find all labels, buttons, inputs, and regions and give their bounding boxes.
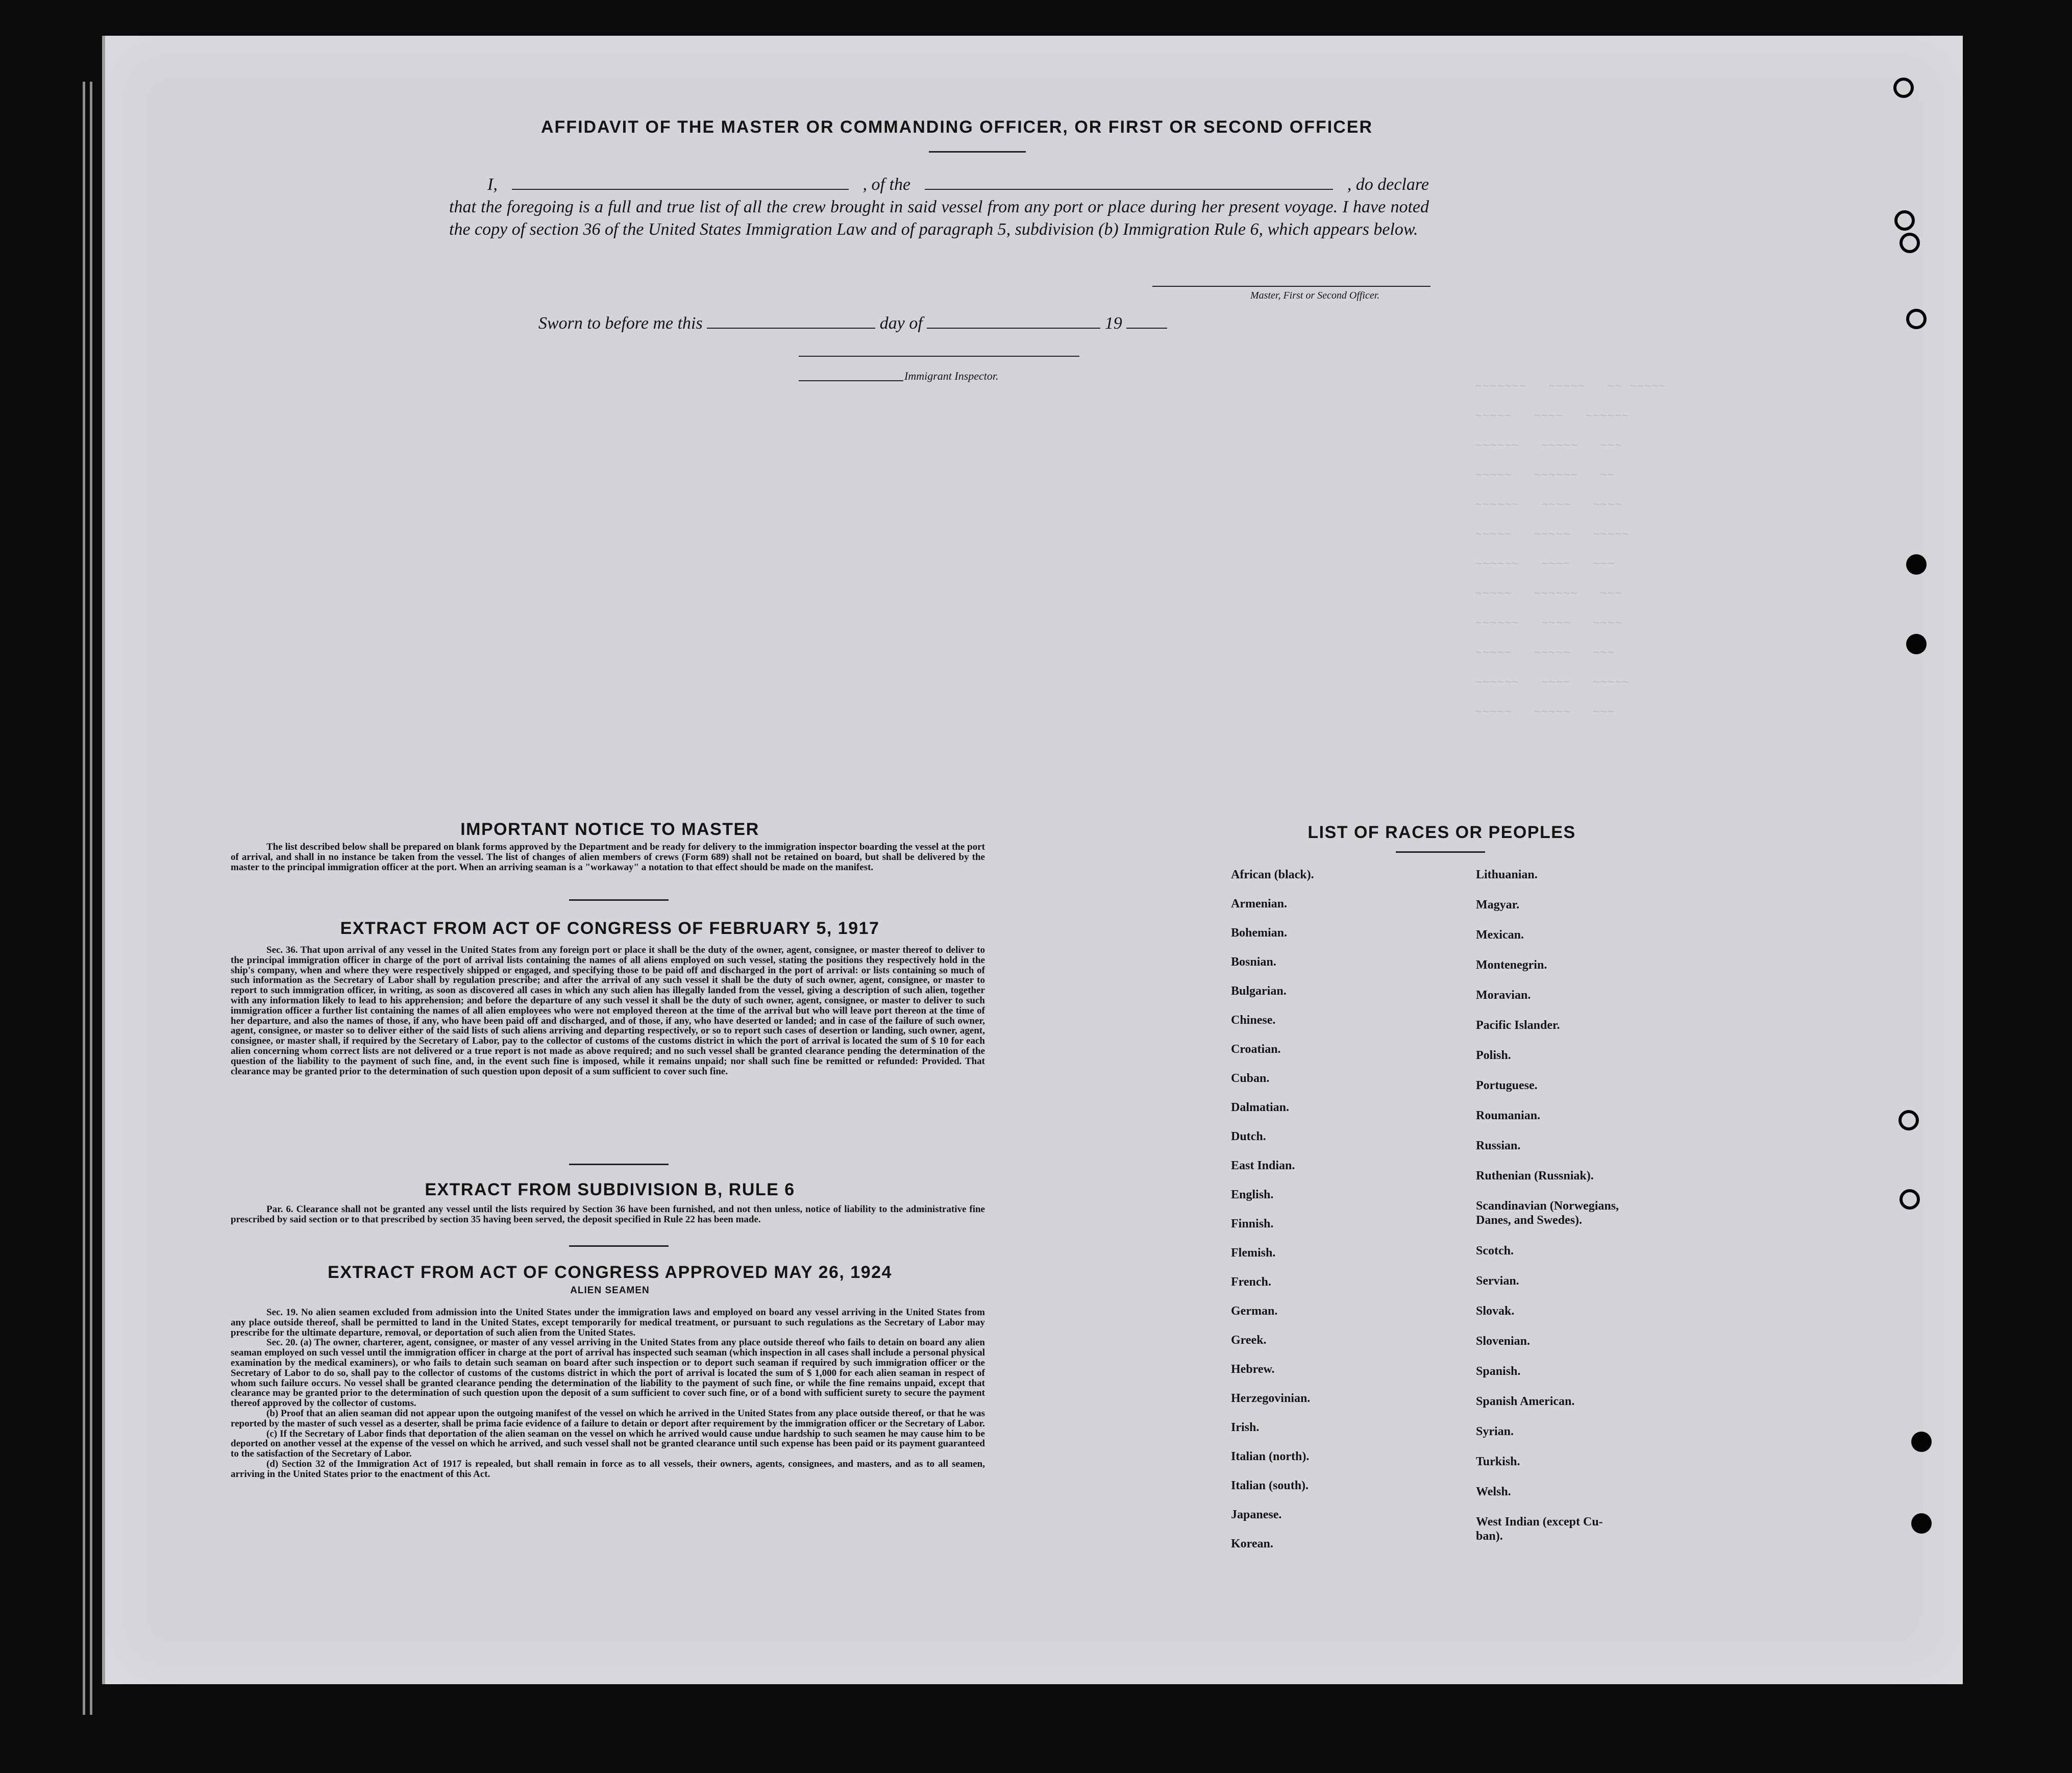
affidavit-title: AFFIDAVIT OF THE MASTER OR COMMANDING OFFICER, OR FIRST OR SECOND OFFICER (541, 117, 1373, 137)
signature-label: Master, First or Second Officer. (1250, 290, 1380, 301)
sworn-text: Sworn to before me this (538, 314, 703, 333)
declarant-name-field[interactable] (512, 174, 849, 190)
binder-hole-icon (1906, 554, 1927, 575)
page-edge (90, 82, 92, 1715)
race-item: Italian (north). (1231, 1450, 1310, 1463)
inspector-name-line[interactable] (799, 380, 903, 381)
binder-hole-icon (1900, 233, 1920, 253)
race-item: Turkish. (1476, 1455, 1520, 1468)
divider (1396, 851, 1485, 853)
race-item: Armenian. (1231, 897, 1287, 910)
vessel-prefix: , of the (862, 175, 911, 194)
binder-hole-icon (1900, 1189, 1920, 1210)
divider (929, 151, 1026, 153)
race-item: Dalmatian. (1231, 1101, 1289, 1114)
divider (569, 1245, 669, 1247)
notice-title: IMPORTANT NOTICE TO MASTER (460, 820, 759, 839)
extract-1924-subtitle: ALIEN SEAMEN (570, 1285, 650, 1296)
race-item: Herzegovinian. (1231, 1392, 1311, 1405)
race-item: Roumanian. (1476, 1109, 1541, 1122)
affidavit-statement: that the foregoing is a full and true list of all the crew brought in said vessel from any port or place during her present voyage. I have noted the copy of section 36 of the United States Immigration Law and of paragraph 5, subdivision (b) Immigration Rule 6, which appears below. (449, 198, 1429, 239)
binder-hole-icon (1898, 1110, 1919, 1130)
race-item: English. (1231, 1188, 1274, 1201)
race-item: Greek. (1231, 1334, 1267, 1347)
race-item: Italian (south). (1231, 1479, 1309, 1492)
race-item: Bohemian. (1231, 926, 1288, 940)
race-item: Mexican. (1476, 928, 1524, 942)
race-item: Lithuanian. (1476, 868, 1538, 881)
affidavit-body (449, 174, 1429, 241)
notice-text: The list described below shall be prepared on blank forms approved by the Department and be ready for delivery to the immigration inspector boarding the vessel at the port of arrival, and shall in no instance be taken from the vessel. The list of changes of alien members of crews (Form 689) shall not be retained on board, but shall be delivered by the master to the principal immigration officer at the port. When an arriving seaman is a "workaway" a notation to that effect should be made on the manifest. (231, 842, 985, 873)
extract-1924-title: EXTRACT FROM ACT OF CONGRESS APPROVED MAY 26, 1924 (328, 1263, 892, 1282)
race-item: Portuguese. (1476, 1079, 1538, 1092)
sworn-month-field[interactable] (927, 312, 1100, 329)
race-item: Servian. (1476, 1274, 1519, 1288)
race-item: Pacific Islander. (1476, 1019, 1560, 1032)
race-item: Bosnian. (1231, 955, 1276, 969)
race-item: German. (1231, 1304, 1278, 1318)
signature-line[interactable] (1152, 286, 1430, 287)
binder-hole-icon (1906, 309, 1927, 329)
race-item: Slovak. (1476, 1304, 1515, 1318)
divider (569, 899, 669, 901)
race-item: Korean. (1231, 1537, 1273, 1550)
binder-hole-icon (1906, 634, 1927, 654)
declaration-line (449, 174, 1429, 196)
races-title: LIST OF RACES OR PEOPLES (1308, 823, 1576, 842)
race-item: Russian. (1476, 1139, 1521, 1152)
race-item: Ruthenian (Russniak). (1476, 1169, 1594, 1183)
race-item: Irish. (1231, 1421, 1260, 1434)
race-item: African (black). (1231, 868, 1314, 881)
race-item: Japanese. (1231, 1508, 1282, 1521)
race-item: East Indian. (1231, 1159, 1295, 1172)
rule6-title: EXTRACT FROM SUBDIVISION B, RULE 6 (425, 1180, 795, 1199)
binder-hole-icon (1894, 210, 1915, 231)
sworn-year-field[interactable] (1126, 312, 1167, 329)
race-item: West Indian (except Cu- ban). (1476, 1515, 1603, 1543)
race-item: Syrian. (1476, 1425, 1514, 1438)
extract-1924-text: Sec. 19. No alien seamen excluded from admission into the United States under the immigration laws and employed on board any vessel arriving in the United States from any place outside thereof, shall be permitted to land in the United States, except temporarily for medical treatment, or pursuant to such regulations as the Secretary of Labor may prescribe for the ultimate departure, removal, or deportation of such alien from the United States. Sec. 20. (a) The owner, charterer, agent, consignee, or master of any vessel arriving in the United States from any place outside thereof who fails to detain on board any alien seaman employed on such vessel until the immigration officer in charge at the port of arrival has inspected such seaman (which inspection in all cases shall include a personal physical examination by the medical examiners), or who fails to detain such seaman on board after such inspection or to deport such seaman if required by such immigration officer or the Secretary of Labor to do so, shall pay to the collector of customs of the customs district in which the port of arrival is located the sum of $ 1,000 for each alien seaman in respect of whom such failure occurs. No vessel shall be granted clearance pending the determination of the liability to the payment of such fine, or while the fine remains unpaid, except that clearance may be granted prior to the determination of such question upon the deposit of a sum sufficient to cover such fine, or of a bond with sufficient surety to secure the payment thereof approved by the collector of customs. (b) Proof that an alien seaman did not appear upon the outgoing manifest of the vessel on which he arrived in the United States from any place outside thereof, or that he was reported by the master of such vessel as a deserter, shall be prima facie evidence of a failure to detain or deport after requirement by the immigration officer or the Secretary of Labor. (c) If the Secretary of Labor finds that deportation of the alien seaman on the vessel on which he arrived would cause undue hardship to such seamen he may cause him to be deported on another vessel at the expense of the vessel on which he arrived, and such vessel shall not be granted clearance until such expense has been paid or its payment guaranteed to the satisfaction of the Secretary of Labor. (d) Section 32 of the Immigration Act of 1917 is repealed, but shall remain in force as to all vessels, their owners, agents, consignees, and masters, and as to all seamen, arriving in the United States prior to the enactment of this Act. (231, 1307, 985, 1480)
race-item: Scandinavian (Norwegians, Danes, and Swedes). (1476, 1199, 1619, 1227)
race-item: Cuban. (1231, 1072, 1270, 1085)
binder-hole-icon (1911, 1432, 1932, 1452)
declarant-prefix: I, (487, 175, 498, 194)
race-item: Slovenian. (1476, 1335, 1531, 1348)
declare-text: , do declare (1347, 175, 1429, 194)
race-item: Flemish. (1231, 1246, 1276, 1260)
race-item: Bulgarian. (1231, 984, 1287, 998)
inspector-label: Immigrant Inspector. (904, 370, 999, 382)
vessel-name-field[interactable] (925, 174, 1333, 190)
race-item: French. (1231, 1275, 1271, 1289)
race-item: Polish. (1476, 1049, 1511, 1062)
race-item: Dutch. (1231, 1130, 1266, 1143)
inspector-signature-line[interactable] (799, 356, 1079, 357)
extract-1917-text: Sec. 36. That upon arrival of any vessel in the United States from any foreign port or place it shall be the duty of the owner, agent, consignee, or master thereof to deliver to the principal immigration officer in charge of the port of arrival lists containing the names of all aliens employed on such vessel, stating the positions they respectively hold in the ship's company, when and where they were respectively shipped or engaged, and specifying those to be paid off and discharged in the port of arrival: or lists containing so much of such information as the Secretary of Labor shall by regulation prescribe; and after the arrival of any such vessel it shall be the duty of such owner, agent, consignee, or master to report to such immigration officer, in writing, as soon as discovered all cases in which any such alien has illegally landed from the vessel, giving a description of such alien, together with any information likely to lead to his apprehension; and before the departure of any such vessel it shall be the duty of such owner, agent, consignee, or master to deliver to such immigration officer a further list containing the names of all alien employees who were not employed thereon at the time of the arrival but who will leave port thereon at the time of her departure, and also the names of those, if any, who have been paid off and discharged, and of those, if any, who have deserted or landed; and in case of the failure of such owner, agent, consignee, or master so to deliver either of the said lists of such aliens arriving and departing respectively, or so to report such cases of desertion or landing, such owner, agent, consignee, or master shall, if required by the Secretary of Labor, pay to the collector of customs of the customs district in which the port of arrival is located the sum of $ 10 for each alien concerning whom correct lists are not delivered or a true report is not made as above required; and no such vessel shall be granted clearance pending the determination of the question of the liability to the payment of such fine, and, in the event such fine is imposed, while it remains unpaid; nor shall such fine be remitted or refunded: Provided. That clearance may be granted prior to the determination of such question upon deposit of a sum sufficient to cover such fine. (231, 945, 985, 1077)
race-item: Scotch. (1476, 1244, 1514, 1258)
race-item: Spanish. (1476, 1365, 1521, 1378)
year-prefix: 19 (1104, 314, 1122, 333)
race-item: Hebrew. (1231, 1363, 1275, 1376)
extract-1917-title: EXTRACT FROM ACT OF CONGRESS OF FEBRUARY 5, 1917 (340, 919, 880, 938)
race-item: Finnish. (1231, 1217, 1274, 1230)
binder-hole-icon (1893, 78, 1914, 98)
page-edge (83, 82, 85, 1715)
race-item: Spanish American. (1476, 1395, 1575, 1408)
race-item: Chinese. (1231, 1014, 1276, 1027)
race-item: Welsh. (1476, 1485, 1511, 1498)
rule6-text: Par. 6. Clearance shall not be granted any vessel until the lists required by Section 36 have been furnished, and not then unless, notice of liability to the administrative fine prescribed by said section or to that prescribed by section 35 having been served, the deposit specified in Rule 22 has been made. (231, 1204, 985, 1225)
binder-hole-icon (1911, 1513, 1932, 1534)
day-of-text: day of (879, 314, 923, 333)
divider (569, 1164, 669, 1165)
race-item: Croatian. (1231, 1043, 1281, 1056)
race-item: Montenegrin. (1476, 958, 1547, 972)
sworn-line (538, 312, 1253, 333)
bleed-through-text: ~~~~~~~ ~~~~~ ~~ ~~~~~ ~~~~~ ~~~~ ~~~~~~ ~~~~~~ ~~~~~ ~~~ ~~~~~ ~~~~~~ ~~ ~~~~~~ ~~~~ ~~~~ ~~~~~ ~~~~~ ~~~~~ ~~~~~~ ~~~~ ~~~ ~~~~~ ~~~~~~ ~~~ ~~~~~~ ~~~~ ~~~~ ~~~~~ ~~~~~ ~~~ ~~~~~~ ~~~~ ~~~~~ ~~~~~ ~~~~~ ~~~ (1475, 380, 1666, 720)
sworn-day-field[interactable] (707, 312, 875, 329)
race-item: Moravian. (1476, 989, 1531, 1002)
race-item: Magyar. (1476, 898, 1520, 912)
